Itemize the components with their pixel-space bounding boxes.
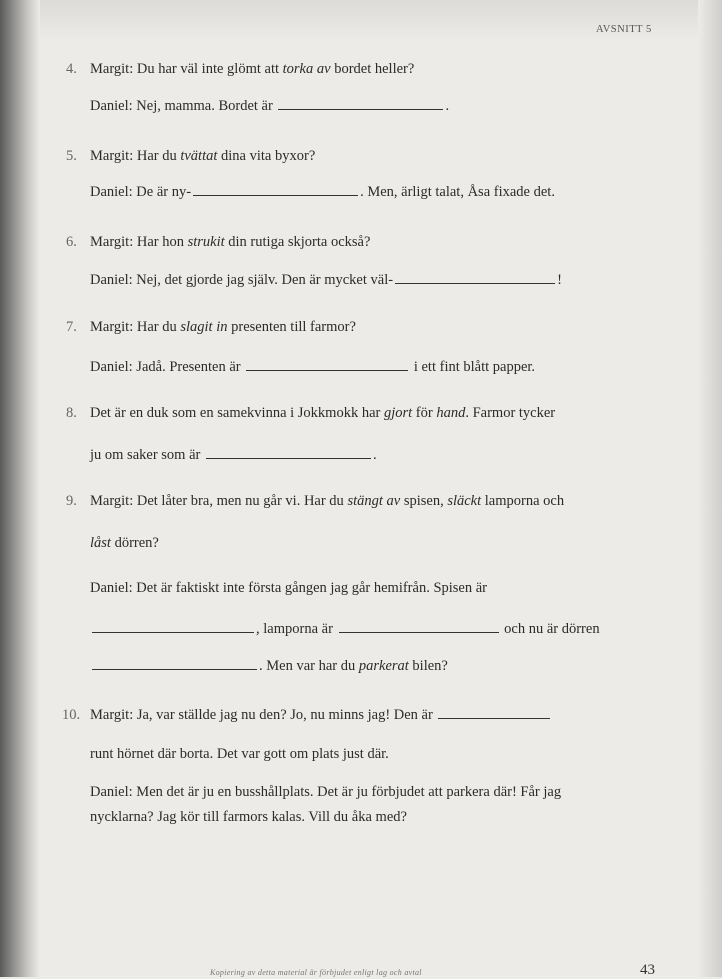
line-text: och nu är dörren <box>500 621 600 637</box>
line-text: presenten till farmor? <box>227 319 356 335</box>
exercise-line <box>90 318 356 336</box>
italic-verb: slagit in <box>180 319 228 335</box>
exercise-number: 7. <box>66 319 77 335</box>
line-text: Margit: Har du <box>90 319 181 335</box>
line-text: . Farmor tycker <box>465 405 556 421</box>
line-text: Margit: Ja, var ställde jag nu den? Jo, nu minns jag! Den är <box>90 707 437 723</box>
line-text: Det är en duk som en samekvinna i Jokkmokk har <box>90 405 384 421</box>
line-text: bilen? <box>408 658 448 674</box>
line-text: dina vita byxor? <box>217 148 316 164</box>
exercise-line <box>90 492 564 510</box>
line-text: Daniel: Det är faktiskt inte första gången jag går hemifrån. Spisen är <box>90 580 488 596</box>
line-text: din rutiga skjorta också? <box>224 234 371 250</box>
exercise-line <box>90 60 414 78</box>
exercise-line <box>90 783 561 801</box>
exercise-line <box>90 183 555 201</box>
answer-blank[interactable] <box>278 97 443 110</box>
exercise-line <box>90 233 370 251</box>
line-text: för <box>412 405 437 421</box>
italic-verb: tvättat <box>180 148 218 164</box>
italic-verb: gjort <box>383 405 413 421</box>
exercise-number: 9. <box>66 493 77 509</box>
exercise-line <box>90 579 487 597</box>
italic-verb: hand <box>436 405 466 421</box>
line-text: , lamporna är <box>256 621 337 637</box>
exercise-number: 6. <box>66 234 77 250</box>
exercise-line <box>90 620 600 638</box>
line-text: . Men, ärligt talat, Åsa fixade det. <box>360 184 555 200</box>
line-text: spisen, <box>400 493 448 509</box>
exercise-line <box>90 404 555 422</box>
line-text: Daniel: De är ny- <box>90 184 192 200</box>
line-text: i ett fint blått papper. <box>410 359 536 375</box>
exercise-line <box>90 147 315 165</box>
answer-blank[interactable] <box>339 620 499 633</box>
answer-blank[interactable] <box>193 183 358 196</box>
line-text: dörren? <box>110 535 159 551</box>
line-text: . <box>372 447 377 463</box>
answer-blank[interactable] <box>92 657 257 670</box>
line-text: . Men var har du <box>259 658 359 674</box>
italic-verb: stängt av <box>347 493 401 509</box>
line-text: Margit: Har hon <box>90 234 188 250</box>
section-label: AVSNITT 5 <box>596 24 652 35</box>
exercise-line <box>90 657 448 675</box>
line-text: Margit: Har du <box>90 148 181 164</box>
exercise-line <box>90 358 535 376</box>
answer-blank[interactable] <box>395 271 555 284</box>
italic-verb: låst <box>90 535 111 551</box>
answer-blank[interactable] <box>92 620 254 633</box>
line-text: Margit: Du har väl inte glömt att <box>90 61 283 77</box>
exercise-line <box>90 446 377 464</box>
page-number: 43 <box>640 962 655 978</box>
answer-blank[interactable] <box>246 358 408 371</box>
line-text: runt hörnet där borta. Det var gott om plats just där. <box>90 746 389 762</box>
answer-blank[interactable] <box>206 446 371 459</box>
footer-copyright-text: Kopiering av detta material är förbjudet enligt lag och avtal <box>210 968 422 977</box>
exercise-line <box>90 271 562 289</box>
line-text: ! <box>557 272 562 288</box>
book-spine-shadow <box>0 0 40 977</box>
answer-blank[interactable] <box>438 706 550 719</box>
exercise-line <box>90 534 159 552</box>
italic-verb: parkerat <box>358 658 409 674</box>
line-text: lamporna och <box>481 493 565 509</box>
exercise-line <box>90 808 407 826</box>
exercise-number: 8. <box>66 405 77 421</box>
exercise-number: 10. <box>62 707 81 723</box>
exercise-number: 4. <box>66 61 77 77</box>
exercise-line <box>90 706 552 724</box>
exercise-line <box>90 97 449 115</box>
line-text: Daniel: Jadå. Presenten är <box>90 359 245 375</box>
italic-verb: torka av <box>282 61 331 77</box>
line-text: ju om saker som är <box>90 447 204 463</box>
line-text: Daniel: Nej, det gjorde jag själv. Den är mycket väl- <box>90 272 394 288</box>
exercise-line <box>90 745 389 763</box>
italic-verb: strukit <box>187 234 225 250</box>
line-text: bordet heller? <box>330 61 415 77</box>
line-text: Margit: Det låter bra, men nu går vi. Har du <box>90 493 348 509</box>
line-text: Daniel: Nej, mamma. Bordet är <box>90 98 277 114</box>
page-right-shadow <box>698 0 722 977</box>
line-text: nycklarna? Jag kör till farmors kalas. Vill du åka med? <box>90 809 407 825</box>
italic-verb: släckt <box>447 493 482 509</box>
line-text: . <box>445 98 450 114</box>
exercise-number: 5. <box>66 148 77 164</box>
line-text: Daniel: Men det är ju en busshållplats. Det är ju förbjudet att parkera där! Får jag <box>90 784 562 800</box>
